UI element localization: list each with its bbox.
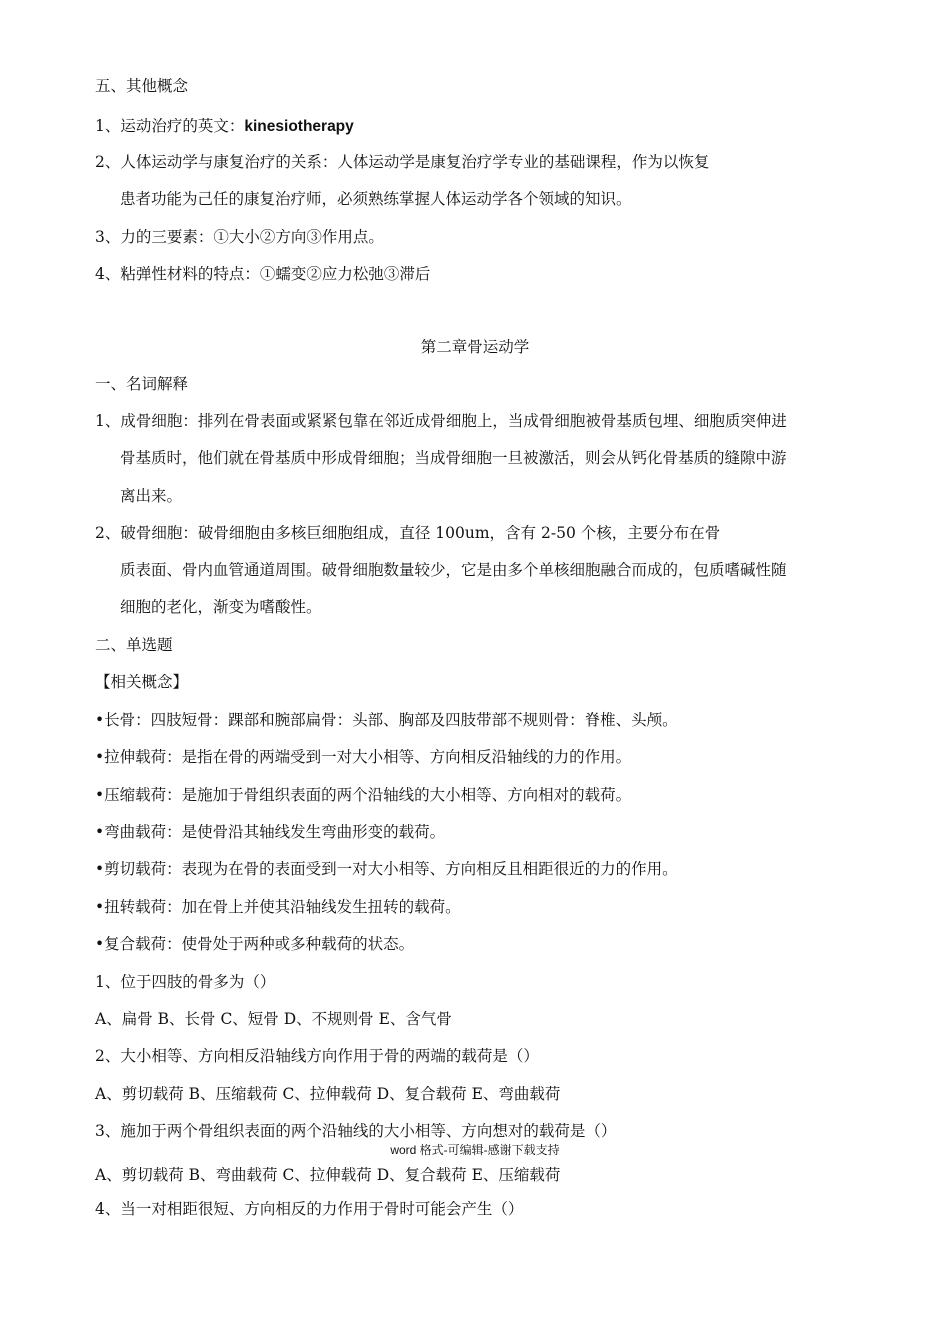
definition-line: 质表面、骨内血管通道周围。破骨细胞数量较少，它是由多个单核细胞融合而成的，包质嗜碱性随 [120, 561, 787, 579]
bullet-item: •复合载荷：使骨处于两种或多种载荷的状态。 [95, 935, 415, 953]
question-options: A、剪切载荷 B、弯曲载荷 C、拉伸载荷 D、复合载荷 E、压缩载荷 [95, 1166, 561, 1184]
question: 3、施加于两个骨组织表面的两个沿轴线的大小相等、方向想对的载荷是（） [95, 1122, 617, 1140]
question: 2、大小相等、方向相反沿轴线方向作用于骨的两端的载荷是（） [95, 1047, 539, 1065]
definition-line: 细胞的老化，渐变为嗜酸性。 [120, 598, 322, 616]
section-heading: 一、名词解释 [95, 375, 189, 393]
bullet-item: •剪切载荷：表现为在骨的表面受到一对大小相等、方向相反且相距很近的力的作用。 [95, 860, 678, 878]
paragraph-item-1 [95, 116, 354, 137]
definition-line: 离出来。 [120, 487, 183, 505]
question-options: A、扁骨 B、长骨 C、短骨 D、不规则骨 E、含气骨 [95, 1010, 452, 1028]
paragraph-item-3: 3、力的三要素：①大小②方向③作用点。 [95, 228, 384, 246]
definition-line: 1、成骨细胞：排列在骨表面或紧紧包靠在邻近成骨细胞上，当成骨细胞被骨基质包埋、细胞质突伸进 [95, 412, 787, 430]
page-footer: word 格式-可编辑-感谢下载支持 [390, 1143, 560, 1157]
bullet-item: •压缩载荷：是施加于骨组织表面的两个沿轴线的大小相等、方向相对的载荷。 [95, 786, 632, 804]
concepts-heading: 【相关概念】 [95, 673, 189, 691]
definition-line: 骨基质时，他们就在骨基质中形成骨细胞；当成骨细胞一旦被激活，则会从钙化骨基质的缝隙中游 [120, 449, 787, 467]
english-term: kinesiotherapy [244, 118, 354, 135]
section-heading: 五、其他概念 [95, 77, 189, 95]
definition-line: 2、破骨细胞：破骨细胞由多核巨细胞组成，直径 100um，含有 2-50 个核，主要分布在骨 [95, 524, 721, 542]
paragraph-line: 2、人体运动学与康复治疗的关系：人体运动学是康复治疗学专业的基础课程，作为以恢复 [95, 153, 710, 171]
bullet-item: •长骨：四肢短骨：踝部和腕部扁骨：头部、胸部及四肢带部不规则骨：脊椎、头颅。 [95, 711, 678, 729]
chapter-title: 第二章骨运动学 [420, 338, 530, 356]
section-heading: 二、单选题 [95, 636, 173, 654]
bullet-item: •弯曲载荷：是使骨沿其轴线发生弯曲形变的载荷。 [95, 823, 446, 841]
question: 1、位于四肢的骨多为（） [95, 973, 276, 991]
paragraph-item-4: 4、粘弹性材料的特点：①蠕变②应力松弛③滞后 [95, 265, 431, 283]
question-options: A、剪切载荷 B、压缩载荷 C、拉伸载荷 D、复合载荷 E、弯曲载荷 [95, 1085, 561, 1103]
question: 4、当一对相距很短、方向相反的力作用于骨时可能会产生（） [95, 1200, 524, 1218]
paragraph-line: 患者功能为己任的康复治疗师，必须熟练掌握人体运动学各个领域的知识。 [120, 190, 632, 208]
item-text: 1、运动治疗的英文： [95, 117, 245, 135]
bullet-item: •扭转载荷：加在骨上并使其沿轴线发生扭转的载荷。 [95, 898, 461, 916]
bullet-item: •拉伸载荷：是指在骨的两端受到一对大小相等、方向相反沿轴线的力的作用。 [95, 748, 632, 766]
